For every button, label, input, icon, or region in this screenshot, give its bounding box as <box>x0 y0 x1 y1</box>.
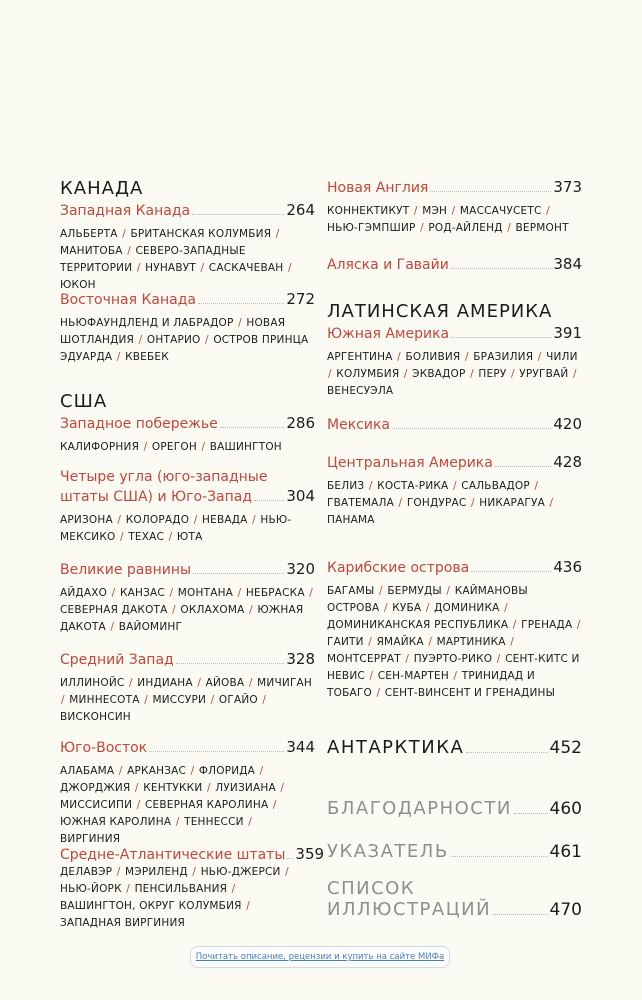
leader-dots <box>287 856 293 859</box>
region-name: ОНТАРИО <box>146 334 201 346</box>
separator-slash: / <box>287 262 292 274</box>
page-number: 461 <box>549 842 582 862</box>
separator-slash: / <box>512 619 517 631</box>
region-name: МАССАЧУСЕТС <box>459 205 542 217</box>
leader-dots <box>471 569 551 572</box>
region-name: СЕВЕРНАЯ ДАКОТА <box>60 604 168 616</box>
leader-dots <box>220 425 285 428</box>
region-name: ФЛОРИДА <box>198 765 256 777</box>
leader-dots <box>451 266 552 269</box>
leader-dots <box>176 661 285 664</box>
region-name: ИНДИАНА <box>137 677 193 689</box>
toc-entry-great-plains[interactable] <box>60 560 315 636</box>
separator-slash: / <box>136 799 141 811</box>
separator-slash: / <box>193 514 198 526</box>
leader-dots <box>254 498 284 501</box>
separator-slash: / <box>453 670 458 682</box>
page-number: 452 <box>549 738 582 758</box>
separator-slash: / <box>118 765 123 777</box>
page-number: 436 <box>553 558 582 576</box>
separator-slash: / <box>262 694 267 706</box>
separator-slash: / <box>120 531 124 543</box>
region-name: МОНТАНА <box>177 587 234 599</box>
toc-entry-antarctica[interactable] <box>327 737 582 759</box>
separator-slash: / <box>169 587 174 599</box>
leader-dots <box>198 301 284 304</box>
separator-slash: / <box>504 602 508 614</box>
region-name: МИННЕСОТА <box>69 694 140 706</box>
toc-entry-southeast[interactable] <box>60 738 315 848</box>
separator-slash: / <box>138 334 143 346</box>
separator-slash: / <box>470 497 475 509</box>
separator-slash: / <box>405 653 410 665</box>
separator-slash: / <box>116 866 121 878</box>
region-name: СЕВЕРО-ЗАПАДНЫЕ ТЕРРИТОРИИ <box>60 245 246 274</box>
buy-on-mif-link[interactable]: Почитать описание, рецензии и купить на сайте МИФа <box>190 946 450 968</box>
region-name: КОСТА-РИКА <box>377 480 449 492</box>
region-name: ЮЖНАЯ ДАКОТА <box>60 604 304 633</box>
leader-dots <box>192 212 284 215</box>
entry-title[interactable]: Восточная Канада <box>60 292 196 308</box>
separator-slash: / <box>200 262 205 274</box>
region-name: ПЕРУ <box>478 368 507 380</box>
region-name: ТЕХАС <box>128 531 165 543</box>
region-name: БЕЛИЗ <box>327 480 365 492</box>
toc-entry-acknowledgements[interactable] <box>327 798 582 820</box>
region-name: НЬЮ-ЙОРК <box>60 883 122 895</box>
region-name: МЭН <box>422 205 448 217</box>
page-number: 320 <box>286 560 315 578</box>
entry-title[interactable]: Мексика <box>327 417 390 433</box>
region-name: ВАШИНГТОН <box>209 441 282 453</box>
separator-slash: / <box>511 368 515 380</box>
separator-slash: / <box>549 497 554 509</box>
separator-slash: / <box>420 222 424 234</box>
region-name: АЙДАХО <box>60 587 108 599</box>
region-name: ОГАЙО <box>218 694 258 706</box>
region-name: МЭРИЛЕНД <box>125 866 188 878</box>
toc-entry-east-canada[interactable] <box>60 290 315 366</box>
page-number: 460 <box>549 799 582 819</box>
entry-title[interactable]: Южная Америка <box>327 326 450 342</box>
separator-slash: / <box>122 228 126 240</box>
entry-title[interactable]: Средне-Атлантические штаты <box>60 847 286 863</box>
region-name: БРАЗИЛИЯ <box>473 351 534 363</box>
separator-slash: / <box>134 782 139 794</box>
page-number: 328 <box>286 650 315 668</box>
separator-slash: / <box>470 368 474 380</box>
toc-entry-west-coast[interactable] <box>60 414 315 456</box>
entry-title[interactable]: УКАЗАТЕЛЬ <box>327 841 449 862</box>
separator-slash: / <box>368 636 373 648</box>
section-heading: КАНАДА <box>60 178 144 199</box>
entry-title[interactable]: Аляска и Гавайи <box>327 257 449 273</box>
separator-slash: / <box>249 604 253 616</box>
region-name: СЕНТ-ВИНСЕНТ И ГРЕНАДИНЫ <box>384 687 556 699</box>
region-name: ЮТА <box>176 531 203 543</box>
separator-slash: / <box>446 585 451 597</box>
region-name: АЛАБАМА <box>60 765 115 777</box>
separator-slash: / <box>136 262 141 274</box>
region-name: НУНАВУТ <box>145 262 196 274</box>
region-name: КАЙМАНОВЫ ОСТРОВА <box>327 585 528 614</box>
region-name: ЗАПАДНАЯ ВИРГИНИЯ <box>60 917 186 929</box>
region-name: КАЛИФОРНИЯ <box>60 441 140 453</box>
separator-slash: / <box>197 677 202 689</box>
region-name: СЕНТ-КИТС И НЕВИС <box>327 653 580 682</box>
page-number: 391 <box>553 324 582 342</box>
page-number: 470 <box>549 900 582 920</box>
separator-slash: / <box>309 587 314 599</box>
region-name: КУБА <box>392 602 422 614</box>
separator-slash: / <box>546 205 550 217</box>
entry-title[interactable]: Новая Англия <box>327 180 429 196</box>
region-name: КЕНТУККИ <box>143 782 203 794</box>
region-name: ВИРГИНИЯ <box>60 833 121 845</box>
toc-entry-four-corners[interactable] <box>60 468 315 546</box>
separator-slash: / <box>383 602 388 614</box>
region-name: ПУЭРТО-РИКО <box>413 653 493 665</box>
region-name: ВАЙОМИНГ <box>118 621 183 633</box>
separator-slash: / <box>172 604 176 616</box>
region-name: БЕРМУДЫ <box>387 585 442 597</box>
separator-slash: / <box>428 636 433 648</box>
separator-slash: / <box>403 368 408 380</box>
toc-entry-central-america[interactable] <box>327 453 582 529</box>
region-name: ИЛЛИНОЙС <box>60 677 125 689</box>
region-name: ВЕРМОНТ <box>515 222 569 234</box>
separator-slash: / <box>510 636 514 648</box>
toc-entry-new-england[interactable] <box>327 178 582 237</box>
region-name: ОКЛАХОМА <box>180 604 245 616</box>
region-name: НЬЮФАУНДЛЕНД И ЛАБРАДОР <box>60 317 234 329</box>
leader-dots <box>451 854 548 857</box>
region-name: МИЧИГАН <box>257 677 313 689</box>
region-name: СЕВЕРНАЯ КАРОЛИНА <box>145 799 269 811</box>
entry-title[interactable]: БЛАГОДАРНОСТИ <box>327 798 512 819</box>
section-heading: ЛАТИНСКАЯ АМЕРИКА <box>327 301 553 322</box>
toc-entry-mid-atlantic[interactable] <box>60 845 325 932</box>
separator-slash: / <box>537 351 542 363</box>
region-list <box>327 478 582 529</box>
separator-slash: / <box>280 782 285 794</box>
separator-slash: / <box>192 866 197 878</box>
region-name: МАНИТОБА <box>60 245 123 257</box>
toc-entry-mexico[interactable] <box>327 415 582 434</box>
region-name: СЕН-МАРТЕН <box>377 670 449 682</box>
separator-slash: / <box>117 514 122 526</box>
separator-slash: / <box>248 816 252 828</box>
region-name: ДОМИНИКА <box>434 602 500 614</box>
region-name: АЙОВА <box>205 677 245 689</box>
toc-entry-index[interactable] <box>327 841 582 863</box>
region-name: ВАШИНГТОН, ОКРУГ КОЛУМБИЯ <box>60 900 242 912</box>
region-name: ГРЕНАДА <box>521 619 573 631</box>
separator-slash: / <box>496 653 501 665</box>
entry-title-line1[interactable]: Четыре угла (юго-западные <box>60 469 268 485</box>
separator-slash: / <box>111 587 116 599</box>
region-name: ГОНДУРАС <box>406 497 467 509</box>
region-name: ОСТРОВ ПРИНЦА ЭДУАРДА <box>60 334 309 363</box>
separator-slash: / <box>144 694 148 706</box>
separator-slash: / <box>168 531 173 543</box>
toc-entry-west-canada[interactable] <box>60 201 315 294</box>
region-name: НЕВАДА <box>202 514 248 526</box>
page-number: 428 <box>553 453 582 471</box>
leader-dots <box>451 335 551 338</box>
region-name: ГВАТЕМАЛА <box>327 497 394 509</box>
region-list <box>327 203 582 237</box>
leader-dots <box>430 189 551 192</box>
toc-entry-illustrations[interactable] <box>327 878 582 920</box>
separator-slash: / <box>272 799 277 811</box>
region-name: КОННЕКТИКУТ <box>327 205 410 217</box>
section-latin-america <box>327 301 582 323</box>
leader-dots <box>193 571 284 574</box>
separator-slash: / <box>143 441 148 453</box>
region-name: ЮЖНАЯ КАРОЛИНА <box>60 816 172 828</box>
separator-slash: / <box>252 514 256 526</box>
region-name: КВЕБЕК <box>125 351 169 363</box>
separator-slash: / <box>376 687 381 699</box>
region-name: МИССУРИ <box>152 694 207 706</box>
region-name: САСКАЧЕВАН <box>208 262 284 274</box>
section-heading: США <box>60 391 108 412</box>
separator-slash: / <box>206 782 211 794</box>
region-name: ДЕЛАВЭР <box>60 866 113 878</box>
region-name: ЛУИЗИАНА <box>215 782 276 794</box>
separator-slash: / <box>210 694 215 706</box>
region-name: АЛЬБЕРТА <box>60 228 118 240</box>
entry-title[interactable]: Западная Канада <box>60 203 191 219</box>
separator-slash: / <box>285 866 289 878</box>
region-name: ЧИЛИ <box>546 351 578 363</box>
region-name: МАРТИНИКА <box>436 636 506 648</box>
region-list <box>60 763 315 848</box>
entry-title-line2[interactable]: штаты США) и Юго-Запад <box>60 489 253 505</box>
region-name: АРГЕНТИНА <box>327 351 393 363</box>
separator-slash: / <box>129 677 133 689</box>
region-list <box>60 864 315 932</box>
page-number: 344 <box>286 738 315 756</box>
region-name: ТЕННЕССИ <box>184 816 244 828</box>
region-list <box>60 675 315 726</box>
toc-entry-south-america[interactable] <box>327 324 582 400</box>
separator-slash: / <box>576 619 581 631</box>
page-number: 420 <box>553 415 582 433</box>
separator-slash: / <box>246 900 250 912</box>
entry-title[interactable]: Центральная Америка <box>327 455 493 471</box>
separator-slash: / <box>464 351 469 363</box>
toc-entry-midwest[interactable] <box>60 650 315 726</box>
separator-slash: / <box>275 228 280 240</box>
separator-slash: / <box>126 883 131 895</box>
region-name: АРКАНЗАС <box>127 765 187 777</box>
region-list <box>327 583 582 702</box>
separator-slash: / <box>379 585 383 597</box>
separator-slash: / <box>201 441 206 453</box>
page-number: 286 <box>286 414 315 432</box>
region-name: БРИТАНСКАЯ КОЛУМБИЯ <box>130 228 272 240</box>
region-name: ГАИТИ <box>327 636 364 648</box>
region-name: НЬЮ-ДЖЕРСИ <box>200 866 281 878</box>
separator-slash: / <box>259 765 264 777</box>
region-name: ДОМИНИКАНСКАЯ РЕСПУБЛИКА <box>327 619 509 631</box>
region-list <box>60 315 315 366</box>
region-name: НЕБРАСКА <box>245 587 305 599</box>
separator-slash: / <box>534 480 539 492</box>
region-name: УРУГВАЙ <box>519 368 569 380</box>
entry-title[interactable]: Юго-Восток <box>60 740 148 756</box>
leader-dots <box>149 749 284 752</box>
region-name: ЯМАЙКА <box>376 636 424 648</box>
region-name: КАНЗАС <box>119 587 165 599</box>
separator-slash: / <box>127 245 131 257</box>
separator-slash: / <box>451 205 456 217</box>
leader-dots <box>392 426 551 429</box>
leader-dots <box>514 811 548 814</box>
separator-slash: / <box>328 368 332 380</box>
section-canada <box>60 178 315 200</box>
separator-slash: / <box>237 587 242 599</box>
separator-slash: / <box>238 317 242 329</box>
region-name: МИССИСИПИ <box>60 799 133 811</box>
entry-title[interactable]: Великие равнины <box>60 562 192 578</box>
toc-entry-alaska-hawaii[interactable] <box>327 255 582 274</box>
page-number: 373 <box>553 178 582 196</box>
entry-title[interactable]: Западное побережье <box>60 416 218 432</box>
page-number: 264 <box>286 201 315 219</box>
separator-slash: / <box>231 883 236 895</box>
separator-slash: / <box>413 205 418 217</box>
separator-slash: / <box>507 222 511 234</box>
region-name: НЬЮ-ГЭМПШИР <box>327 222 416 234</box>
section-usa <box>60 391 315 413</box>
region-name: БАГАМЫ <box>327 585 375 597</box>
leader-dots <box>495 464 552 467</box>
region-name: ПАНАМА <box>327 514 375 526</box>
region-list <box>327 349 582 400</box>
separator-slash: / <box>116 351 121 363</box>
region-name: ВЕНЕСУЭЛА <box>327 385 394 397</box>
leader-dots <box>493 912 547 915</box>
entry-title[interactable]: Карибские острова <box>327 560 470 576</box>
region-name: НЬЮ-МЕКСИКО <box>60 514 292 543</box>
region-list <box>60 512 315 546</box>
page-number: 384 <box>553 255 582 273</box>
leader-dots <box>466 750 547 753</box>
region-name: ДЖОРДЖИЯ <box>60 782 131 794</box>
page-number: 359 <box>295 845 325 863</box>
separator-slash: / <box>452 480 457 492</box>
region-name: НИКАРАГУА <box>479 497 545 509</box>
separator-slash: / <box>110 621 115 633</box>
entry-title-line1[interactable]: СПИСОК <box>327 878 416 899</box>
region-name: КОЛУМБИЯ <box>336 368 400 380</box>
region-list <box>60 439 315 456</box>
separator-slash: / <box>190 765 195 777</box>
region-name: РОД-АЙЛЕНД <box>428 222 503 234</box>
region-name: САЛЬВАДОР <box>461 480 530 492</box>
entry-title[interactable]: АНТАРКТИКА <box>327 737 465 758</box>
region-list <box>60 226 315 294</box>
region-name: КОЛОРАДО <box>125 514 190 526</box>
separator-slash: / <box>398 497 403 509</box>
region-name: МОНТСЕРРАТ <box>327 653 401 665</box>
page-number: 304 <box>286 487 315 505</box>
separator-slash: / <box>248 677 253 689</box>
region-list <box>60 585 315 636</box>
separator-slash: / <box>369 670 374 682</box>
separator-slash: / <box>205 334 209 346</box>
separator-slash: / <box>368 480 373 492</box>
region-name: БОЛИВИЯ <box>405 351 461 363</box>
region-name: ОРЕГОН <box>151 441 197 453</box>
region-name: ПЕНСИЛЬВАНИЯ <box>134 883 228 895</box>
entry-title[interactable]: Средний Запад <box>60 652 174 668</box>
region-name: АРИЗОНА <box>60 514 113 526</box>
region-name: ТРИНИДАД И ТОБАГО <box>327 670 535 699</box>
region-name: ЭКВАДОР <box>412 368 466 380</box>
separator-slash: / <box>425 602 430 614</box>
region-name: НОВАЯ ШОТЛАНДИЯ <box>60 317 286 346</box>
separator-slash: / <box>61 694 65 706</box>
page-number: 272 <box>286 290 315 308</box>
separator-slash: / <box>175 816 180 828</box>
separator-slash: / <box>573 368 577 380</box>
region-name: ВИСКОНСИН <box>60 711 131 723</box>
separator-slash: / <box>397 351 401 363</box>
region-name: ЮКОН <box>60 279 96 291</box>
toc-entry-caribbean[interactable] <box>327 558 582 702</box>
entry-title-line2[interactable]: ИЛЛЮСТРАЦИЙ <box>327 899 492 920</box>
